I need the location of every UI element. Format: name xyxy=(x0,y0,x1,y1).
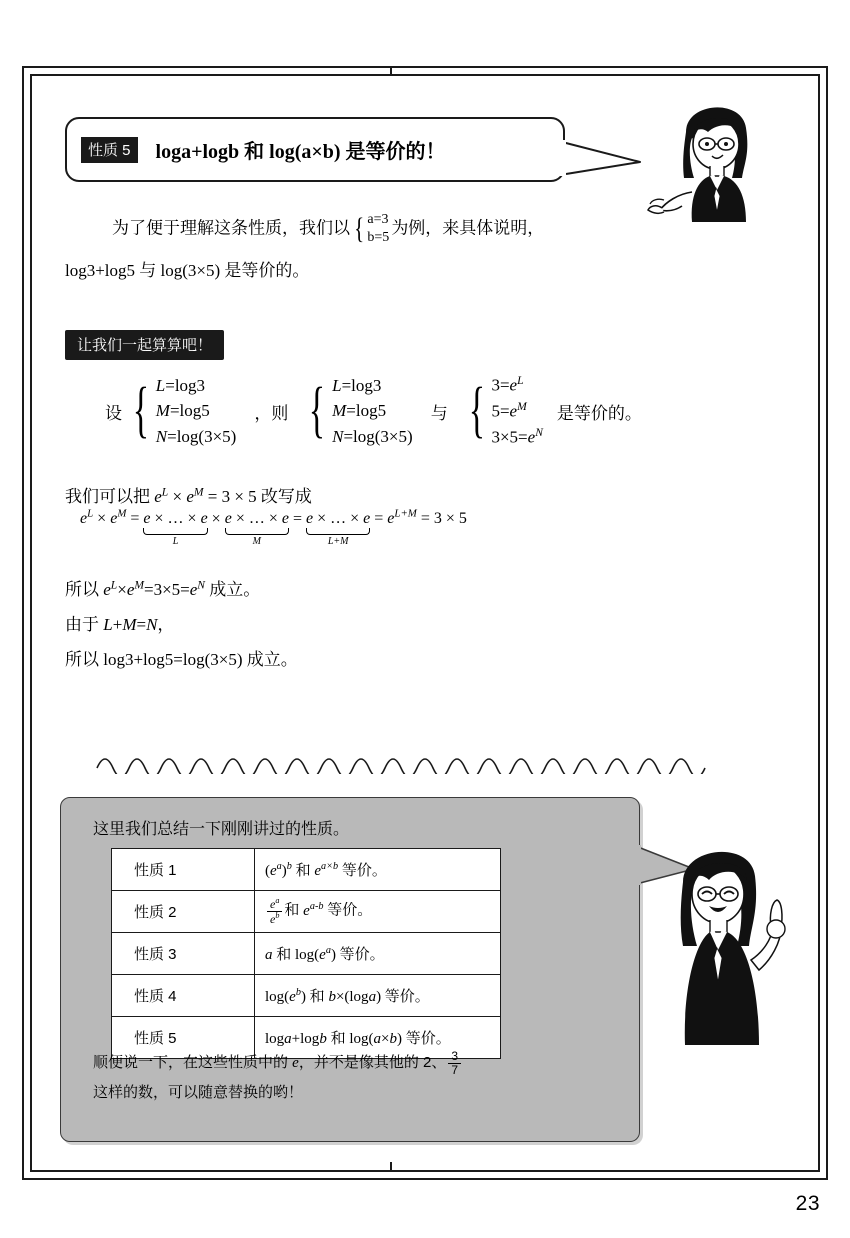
underbrace-label-3: L+M xyxy=(327,536,349,548)
underbrace-label-1: L xyxy=(172,536,179,548)
property-body-5: loga+logb 和 log(a×b) 等价。 xyxy=(255,1017,501,1059)
intro-line1-suffix: 为例，来具体说明， xyxy=(391,218,545,238)
intro-paragraph xyxy=(78,212,678,247)
expansion-equals-1: = xyxy=(292,510,306,528)
frame-notch-top xyxy=(390,66,392,76)
property-body-2: $\frac{e^a}{e^b}$ 和 $e^{a-b}$ 等价。 xyxy=(255,891,501,933)
brace3-line3: $3\times 5=e^N$ xyxy=(491,426,543,447)
footnote-part-a: 顺便说一下，在这些性质中的 xyxy=(93,1054,293,1071)
equation-separator-1: ，则 xyxy=(254,403,289,423)
property-5-tag: 性质 5 xyxy=(81,137,138,163)
brace2-line2: M=log5 xyxy=(332,401,387,421)
brace-2-glyph: { xyxy=(309,376,326,445)
brace-group-2 xyxy=(302,373,412,450)
expansion-rhs: = $e^{L+M} = 3 \times 5$ xyxy=(374,508,467,528)
brace-3-glyph: { xyxy=(468,376,485,445)
property-name-4: 性质 4 xyxy=(112,975,255,1017)
brace-1-glyph: { xyxy=(132,376,150,445)
property-name-3: 性质 3 xyxy=(112,933,255,975)
table-row xyxy=(112,975,501,1017)
table-row xyxy=(112,891,501,933)
equation-brace-block xyxy=(105,372,642,450)
teacher-character-bottom xyxy=(655,830,795,1045)
intro-inline-brace: { a=3 b=5 xyxy=(354,211,390,245)
equation-separator-2: 与 xyxy=(430,403,448,423)
fraction-ea-eb: $\frac{e^a}{e^b}$ xyxy=(267,897,282,925)
intro-line2-text: log3+log5 与 log(3×5) 是等价的。 xyxy=(65,261,310,280)
underbrace-line-1 xyxy=(143,528,207,535)
teacher-character-top xyxy=(620,92,790,222)
underbrace-line-3 xyxy=(306,528,370,535)
brace3-line1: $3=e^L$ xyxy=(491,374,524,395)
frame-notch-bottom xyxy=(390,1162,392,1172)
footnote-e-symbol: e xyxy=(292,1055,299,1071)
table-row xyxy=(112,933,501,975)
brace1-line1: L=log3 xyxy=(155,375,206,395)
property-name-5: 性质 5 xyxy=(112,1017,255,1059)
property-name-1: 性质 1 xyxy=(112,849,255,891)
brace-group-1 xyxy=(126,373,236,450)
brace-group-3 xyxy=(462,372,543,450)
derivation-expansion xyxy=(80,508,467,548)
properties-summary-table xyxy=(111,848,501,1059)
page-number: 23 xyxy=(795,1192,820,1215)
property-5-statement: loga+logb 和 log(a×b) 是等价的！ xyxy=(155,141,446,163)
equation-tail: 是等价的。 xyxy=(556,403,642,423)
intro-line1-prefix: 为了便于理解这条性质，我们以 xyxy=(112,218,350,238)
expansion-term-3: e × … × e L+M xyxy=(306,510,371,548)
property-body-3: a 和 $\log(e^a)$ 等价。 xyxy=(255,933,501,975)
brace1-line3: N=log(3×5) xyxy=(155,426,237,446)
underbrace-label-2: M xyxy=(252,536,261,548)
equation-set-label: 设 xyxy=(105,403,122,423)
expansion-lhs: $e^L \times e^M$ = xyxy=(80,508,144,528)
derivation-rewrite-line: 我们可以把 $e^L \times e^M = 3 \times 5$ 改写成 xyxy=(65,485,312,506)
intro-brace-b: b=5 xyxy=(367,229,390,245)
summary-title: 这里我们总结一下刚刚讲过的性质。 xyxy=(93,821,350,838)
brace2-line1: L=log3 xyxy=(332,375,382,395)
derivation-so-line-2: 所以 log3+log5=log(3×5) 成立。 xyxy=(65,650,298,669)
intro-line2 xyxy=(65,256,309,281)
table-row xyxy=(112,849,501,891)
expansion-term-2: e × … × e M xyxy=(224,510,289,548)
summary-panel xyxy=(60,797,640,1142)
footnote-line2: 这样的数，可以随意替换的哟！ xyxy=(93,1084,304,1101)
property-name-2: 性质 2 xyxy=(112,891,255,933)
footnote-fraction-numerator: 3 xyxy=(448,1050,461,1064)
property-body-4: $\log(e^b)$ 和 b×(loga) 等价。 xyxy=(255,975,501,1017)
derivation-since-line: 由于 L+M=N， xyxy=(65,615,175,634)
footnote-fraction xyxy=(448,1050,461,1076)
expansion-term-1: e × … × e L xyxy=(143,510,208,548)
brace3-line2: $5=e^M$ xyxy=(491,400,527,421)
footnote-part-b: ，并不是像其他的 2、 xyxy=(298,1054,447,1071)
footnote-fraction-denominator: 7 xyxy=(451,1062,459,1077)
expansion-times-1: × xyxy=(211,510,225,528)
derivation-so-line-1: 所以 $e^L\times e^M=3\times 5=e^N$ 成立。 xyxy=(65,578,261,599)
property-5-speech-bubble xyxy=(65,117,565,182)
brace2-line3: N=log(3×5) xyxy=(332,426,413,446)
brace1-line2: M=log5 xyxy=(155,401,210,421)
property-body-1: $(e^a)^b$ 和 $e^{a\times b}$ 等价。 xyxy=(255,849,501,891)
intro-brace-a: a=3 xyxy=(367,212,389,227)
wavy-divider xyxy=(95,748,735,774)
lets-calculate-label: 让我们一起算算吧！ xyxy=(65,330,224,360)
underbrace-line-2 xyxy=(225,528,289,535)
summary-footnote xyxy=(93,1048,613,1108)
